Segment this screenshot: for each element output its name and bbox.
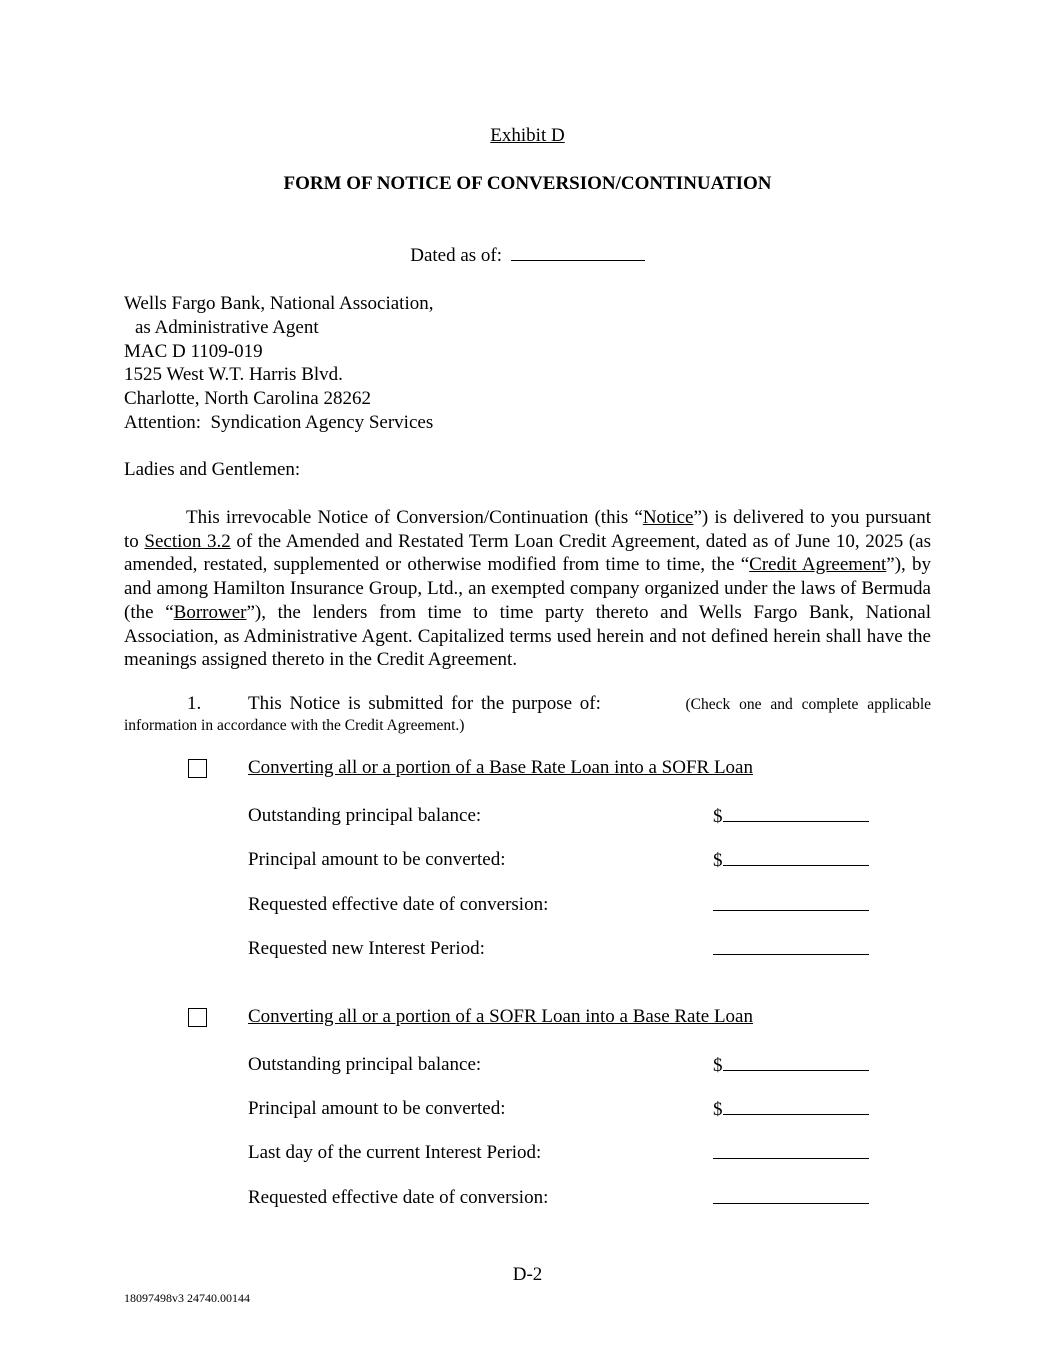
item-1-note: information in accordance with the Credit Agreement.) [124,717,465,734]
document-id: 18097498v3 24740.00144 [124,1291,250,1305]
date-field[interactable] [713,1142,869,1165]
dated-as-of: Dated as of: [0,244,1055,267]
amount-field[interactable]: $ [713,1054,869,1077]
checkbox-sofr-to-base[interactable] [188,1008,207,1027]
field-label: Requested effective date of conversion: [248,894,549,915]
notice-term: Notice [642,507,694,528]
field-label: Principal amount to be converted: [248,1098,506,1119]
address-line: Attention: Syndication Agency Services [124,411,434,433]
dated-blank[interactable] [511,244,645,261]
amount-field[interactable]: $ [713,1098,869,1121]
address-line: as Administrative Agent [135,316,319,338]
item-1-text: This Notice is submitted for the purpose of: (Check one and complete applicable [248,693,931,714]
field-label: Principal amount to be converted: [248,849,506,870]
field-label: Requested new Interest Period: [248,938,485,959]
amount-field[interactable]: $ [713,805,869,828]
address-block [124,292,433,435]
item-1-number: 1. [187,693,202,714]
amount-field[interactable]: $ [713,849,869,872]
checkbox-base-to-sofr[interactable] [188,759,207,778]
interest-period-field[interactable] [713,938,869,961]
exhibit-title: Exhibit D [490,125,565,146]
salutation: Ladies and Gentlemen: [124,459,301,480]
address-line: 1525 West W.T. Harris Blvd. [124,364,343,386]
date-field[interactable] [713,894,869,917]
field-label: Outstanding principal balance: [248,1054,482,1075]
address-line: Wells Fargo Bank, National Association, [124,293,434,314]
date-field[interactable] [713,1187,869,1210]
field-label: Last day of the current Interest Period: [248,1142,542,1163]
intro-paragraph: This irrevocable Notice of Conversion/Continuation (this “Notice”) is delivered to you pursuant to Section 3.2 of the Amended and Restated Term Loan Credit Agreement, dated as of June 10, 2025 (as amended, restated, supplemented or otherwise modified from time to time, the “Credit Agreement”), by and among Hamilton Insurance Group, Ltd., an exempted company organized under the laws of Bermuda (the “Borrower”), the lenders from time to time party thereto and Wells Fargo Bank, National Association, as Administrative Agent. Capitalized terms used herein and not defined herein shall have the meanings assigned thereto in the Credit Agreement. [124,507,932,671]
address-line: Charlotte, North Carolina 28262 [124,388,371,410]
field-label: Requested effective date of conversion: [248,1187,549,1208]
borrower-term: Borrower [173,601,247,623]
section-ref: Section 3.2 [144,530,231,552]
credit-agreement-term: Credit Agreement [749,554,887,576]
field-label: Outstanding principal balance: [248,805,482,826]
page-number: D-2 [512,1264,543,1285]
section-a-heading: Converting all or a portion of a Base Rate Loan into a SOFR Loan [248,757,753,778]
address-line: MAC D 1109-019 [124,340,263,362]
form-title: FORM OF NOTICE OF CONVERSION/CONTINUATION [283,173,772,194]
section-b-heading: Converting all or a portion of a SOFR Loan into a Base Rate Loan [248,1006,753,1027]
